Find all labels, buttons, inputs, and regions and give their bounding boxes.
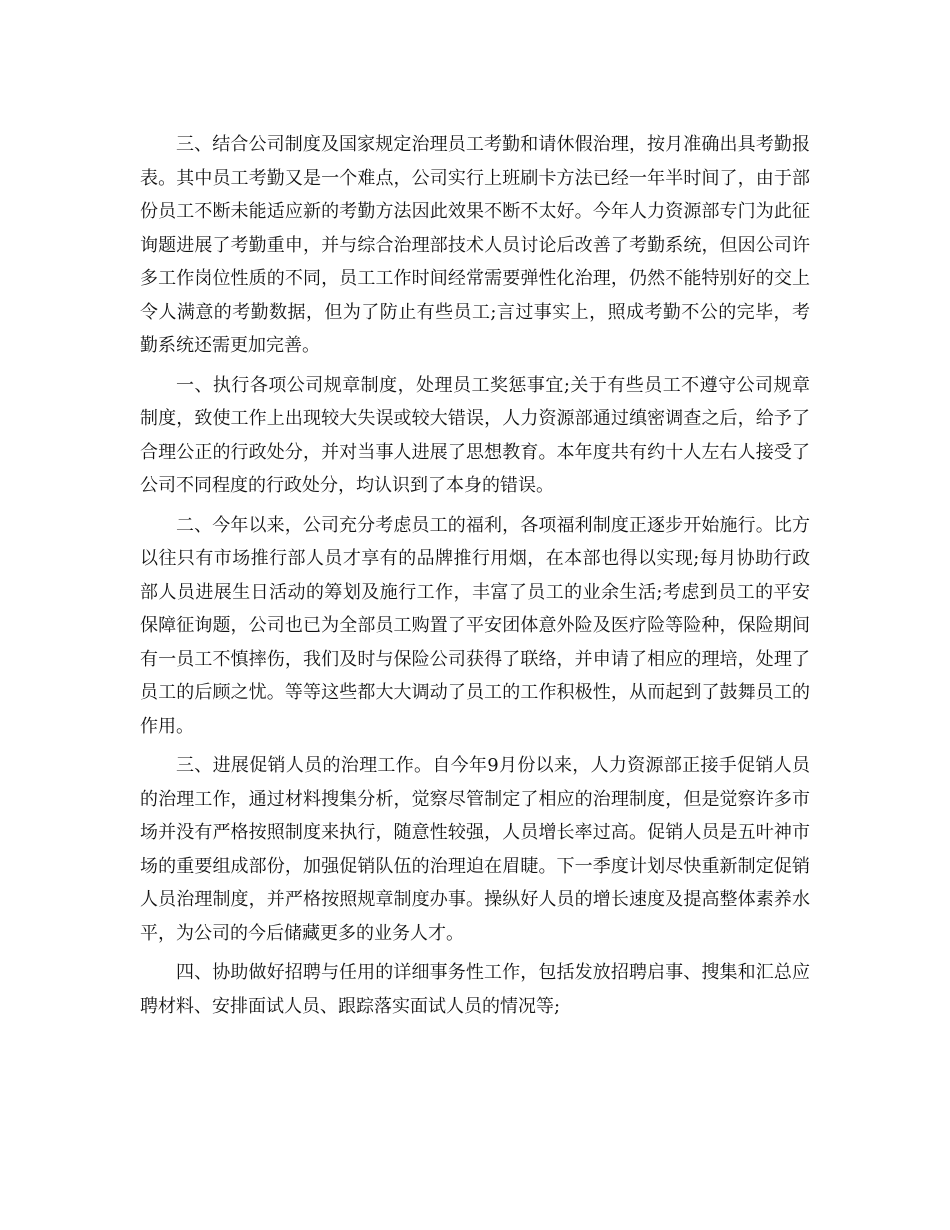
paragraph-promoter-management: 三、进展促销人员的治理工作。自今年9月份以来，人力资源部正接手促销人员的治理工作，通过材料搜集分析，觉察尽管制定了相应的治理制度，但是觉察许多市场并没有严格按照制度来执行，随意性较强，人员增长率过高。促销人员是五叶神市场的重要组成部份，加强促销队伍的治理迫在眉睫。下一季度计划尽快重新制定促销人员治理制度，并严格按照规章制度办事。操纵好人员的增长速度及提高整体素养水平，为公司的今后储藏更多的业务人才。	[140, 755, 810, 944]
paragraph-recruitment-support: 四、协助做好招聘与任用的详细事务性工作，包括发放招聘启事、搜集和汇总应聘材料、安排面试人员、跟踪落实面试人员的情况等;	[140, 962, 810, 1017]
paragraph-attendance-management: 三、结合公司制度及国家规定治理员工考勤和请休假治理，按月准确出具考勤报表。其中员工考勤又是一个难点，公司实行上班刷卡方法已经一年半时间了，由于部份员工不断未能适应新的考勤方法因此效果不断不太好。今年人力资源部专门为此征询题进展了考勤重申，并与综合治理部技术人员讨论后改善了考勤系统，但因公司许多工作岗位性质的不同，员工工作时间经常需要弹性化治理，仍然不能特别好的交上令人满意的考勤数据，但为了防止有些员工;言过事实上，照成考勤不公的完毕，考勤系统还需更加完善。	[140, 134, 810, 356]
document-body	[140, 128, 810, 1029]
paragraph-rules-and-discipline: 一、执行各项公司规章制度，处理员工奖惩事宜;关于有些员工不遵守公司规章制度，致使工作上出现较大失误或较大错误，人力资源部通过缜密调查之后，给予了合理公正的行政处分，并对当事人进展了思想教育。本年度共有约十人左右人接受了公司不同程度的行政处分，均认识到了本身的错误。	[140, 374, 810, 496]
paragraph-employee-welfare: 二、今年以来，公司充分考虑员工的福利，各项福利制度正逐步开始施行。比方以往只有市场推行部人员才享有的品牌推行用烟，在本部也得以实现;每月协助行政部人员进展生日活动的筹划及施行工作，丰富了员工的业余生活;考虑到员工的平安保障征询题，公司也已为全部员工购置了平安团体意外险及医疗险等险种，保险期间有一员工不慎摔伤，我们及时与保险公司获得了联络，并申请了相应的理培，处理了员工的后顾之忧。等等这些都大大调动了员工的工作积极性，从而起到了鼓舞员工的作用。	[140, 514, 810, 737]
